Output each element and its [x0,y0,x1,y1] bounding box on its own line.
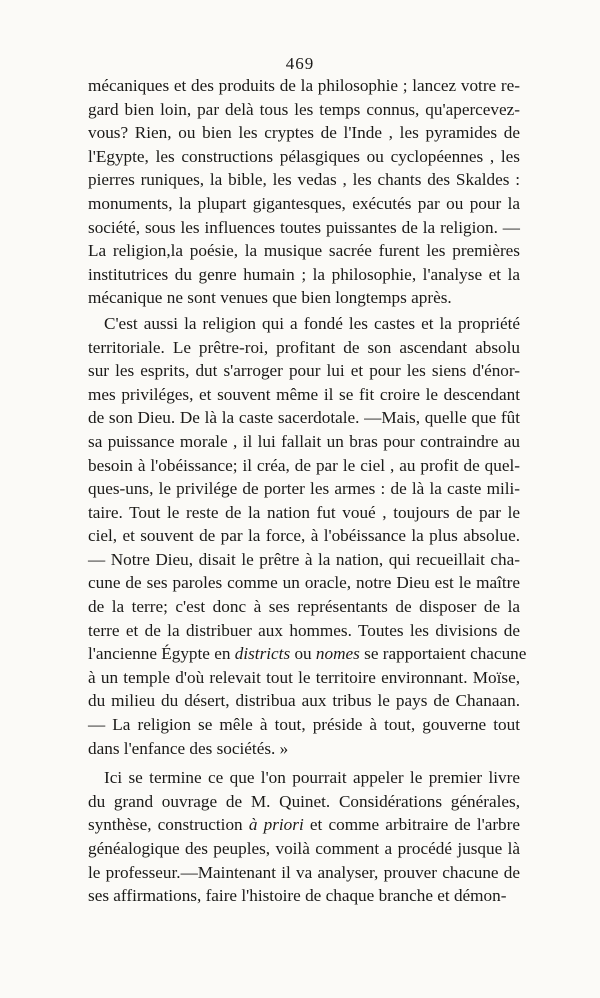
text-line: le professeur.—Maintenant il va analyser, prouver chacune de [88,862,520,882]
text-line: de la terre; c'est donc à ses représentants de disposer de la [88,597,520,617]
text-line: mécanique ne sont venues que bien longtemps après. [88,288,452,308]
text-line: La religion,la poésie, la musique sacrée furent les premières [88,241,520,261]
text-line: l'ancienne Égypte en districts ou nomes se rapportaient chacune [88,644,527,664]
text-line: l'Egypte, les constructions pélasgiques ou cyclopéennes , les [88,146,520,166]
text-line: pierres runiques, la bible, les vedas , les chants des Skaldes : [88,170,520,190]
text-line: institutrices du genre humain ; la philosophie, l'analyse et la [88,264,520,284]
text-line: synthèse, construction à priori et comme arbitraire de l'arbre [88,815,521,835]
text-line: gard bien loin, par delà tous les temps connus, qu'apercevez- [88,99,520,119]
text-line: de son Dieu. De là la caste sacerdotale. —Mais, quelle que fût [88,408,520,428]
text-line: dans l'enfance des sociétés. » [88,738,289,758]
paragraph [88,766,520,908]
body-text [88,74,527,908]
text-line: sur les esprits, dut s'arroger pour lui et pour les siens d'énor- [88,361,520,381]
text-line: du grand ouvrage de M. Quinet. Considérations générales, [88,791,520,811]
text-line: — Notre Dieu, disait le prêtre à la nation, qui recueillait cha- [88,549,520,569]
text-line: mécaniques et des produits de la philosophie ; lancez votre re- [88,76,520,95]
text-line: vous? Rien, ou bien les cryptes de l'Inde , les pyramides de [88,123,520,143]
paragraph [88,74,520,310]
text-line: monuments, la plupart gigantesques, exécutés par ou pour la [88,193,520,213]
text-line: société, sous les influences toutes puissantes de la religion. — [88,217,520,237]
text-line: terre et de la distribuer aux hommes. Toutes les divisions de [88,620,520,640]
page-number: 469 [285,54,315,73]
text-line: taire. Tout le reste de la nation fut voué , toujours de par le [88,502,520,522]
text-line: à un temple d'où relevait tout le territoire environnant. Moïse, [88,667,520,687]
text-line: territoriale. Le prêtre-roi, profitant de son ascendant absolu [88,337,520,357]
text-line: ciel, et souvent de par la force, à l'obéissance la plus absolue. [88,526,520,546]
text-line: mes priviléges, et souvent même il se fit croire le descendant [88,384,520,404]
paragraph [88,312,527,760]
text-line: ses affirmations, faire l'histoire de chaque branche et démon- [88,886,507,906]
text-line: du milieu du désert, distribua aux tribus le pays de Chanaan. [88,691,520,711]
text-line: — La religion se mêle à tout, préside à tout, gouverne tout [88,715,520,735]
text-line: cune de ses paroles comme un oracle, notre Dieu est le maître [88,573,520,593]
text-line: sa puissance morale , il lui fallait un bras pour contraindre au [88,431,520,451]
text-line: C'est aussi la religion qui a fondé les castes et la propriété [104,313,520,333]
text-line: généalogique des peuples, voilà comment a procédé jusque là [88,839,520,858]
text-line: Ici se termine ce que l'on pourrait appeler le premier livre [104,768,520,788]
text-line: ques-uns, le privilége de porter les armes : de là la caste mili- [88,479,520,499]
text-line: besoin à l'obéissance; il créa, de par le ciel , au profit de quel- [88,455,520,475]
